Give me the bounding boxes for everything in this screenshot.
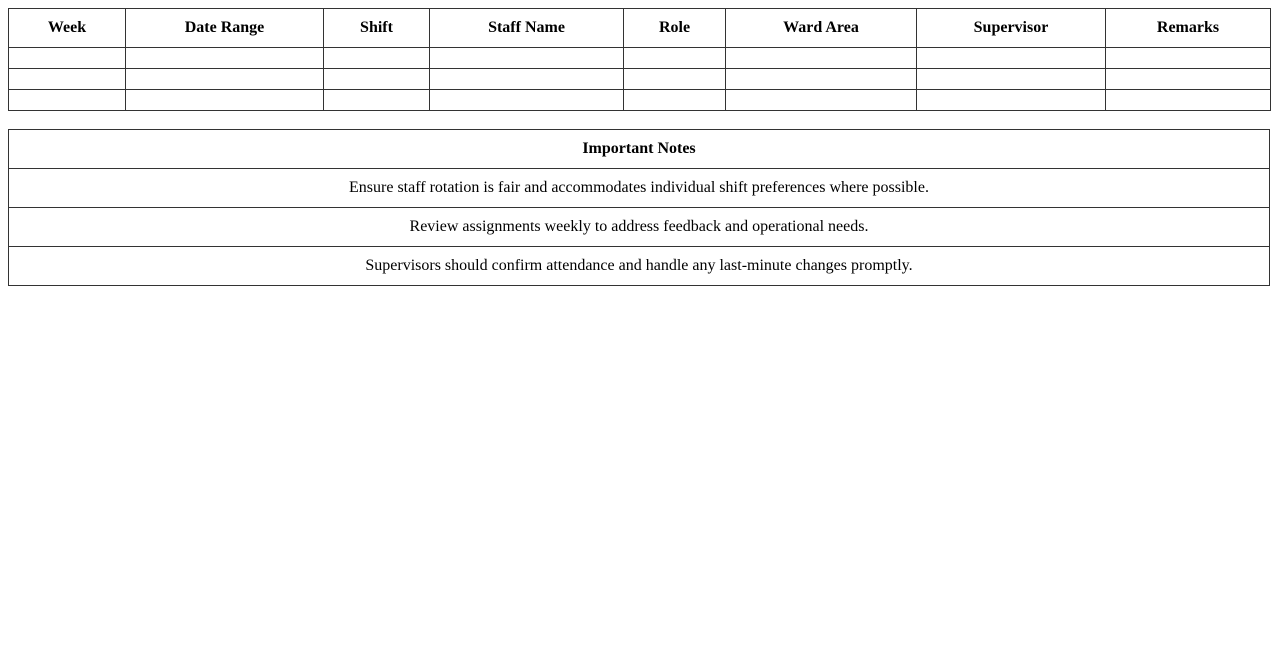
table-cell[interactable] — [9, 48, 126, 69]
staff-roster-table — [8, 8, 1271, 111]
column-header-date-range: Date Range — [126, 9, 324, 48]
table-cell[interactable] — [624, 69, 726, 90]
table-cell[interactable] — [624, 90, 726, 111]
table-row — [9, 90, 1271, 111]
table-cell[interactable] — [726, 90, 917, 111]
notes-header-row — [9, 130, 1270, 169]
column-header-week: Week — [9, 9, 126, 48]
important-notes-table — [8, 129, 1270, 286]
note-text: Supervisors should confirm attendance and handle any last-minute changes promptly. — [9, 247, 1270, 286]
table-cell[interactable] — [1106, 48, 1271, 69]
table-cell[interactable] — [917, 69, 1106, 90]
table-cell[interactable] — [126, 90, 324, 111]
table-cell[interactable] — [9, 90, 126, 111]
table-cell[interactable] — [1106, 69, 1271, 90]
table-cell[interactable] — [324, 90, 430, 111]
column-header-ward-area: Ward Area — [726, 9, 917, 48]
note-row — [9, 169, 1270, 208]
table-cell[interactable] — [917, 90, 1106, 111]
table-cell[interactable] — [126, 69, 324, 90]
note-row — [9, 247, 1270, 286]
table-cell[interactable] — [324, 69, 430, 90]
note-text: Review assignments weekly to address feedback and operational needs. — [9, 208, 1270, 247]
table-cell[interactable] — [624, 48, 726, 69]
table-cell[interactable] — [917, 48, 1106, 69]
table-cell[interactable] — [430, 90, 624, 111]
note-row — [9, 208, 1270, 247]
column-header-shift: Shift — [324, 9, 430, 48]
table-row — [9, 69, 1271, 90]
table-header-row — [9, 9, 1271, 48]
column-header-supervisor: Supervisor — [917, 9, 1106, 48]
table-cell[interactable] — [726, 48, 917, 69]
table-cell[interactable] — [430, 48, 624, 69]
notes-title: Important Notes — [9, 130, 1270, 169]
note-text: Ensure staff rotation is fair and accommodates individual shift preferences where possible. — [9, 169, 1270, 208]
table-cell[interactable] — [726, 69, 917, 90]
table-cell[interactable] — [9, 69, 126, 90]
column-header-remarks: Remarks — [1106, 9, 1271, 48]
table-cell[interactable] — [1106, 90, 1271, 111]
table-cell[interactable] — [126, 48, 324, 69]
column-header-role: Role — [624, 9, 726, 48]
column-header-staff-name: Staff Name — [430, 9, 624, 48]
table-row — [9, 48, 1271, 69]
table-cell[interactable] — [430, 69, 624, 90]
table-cell[interactable] — [324, 48, 430, 69]
